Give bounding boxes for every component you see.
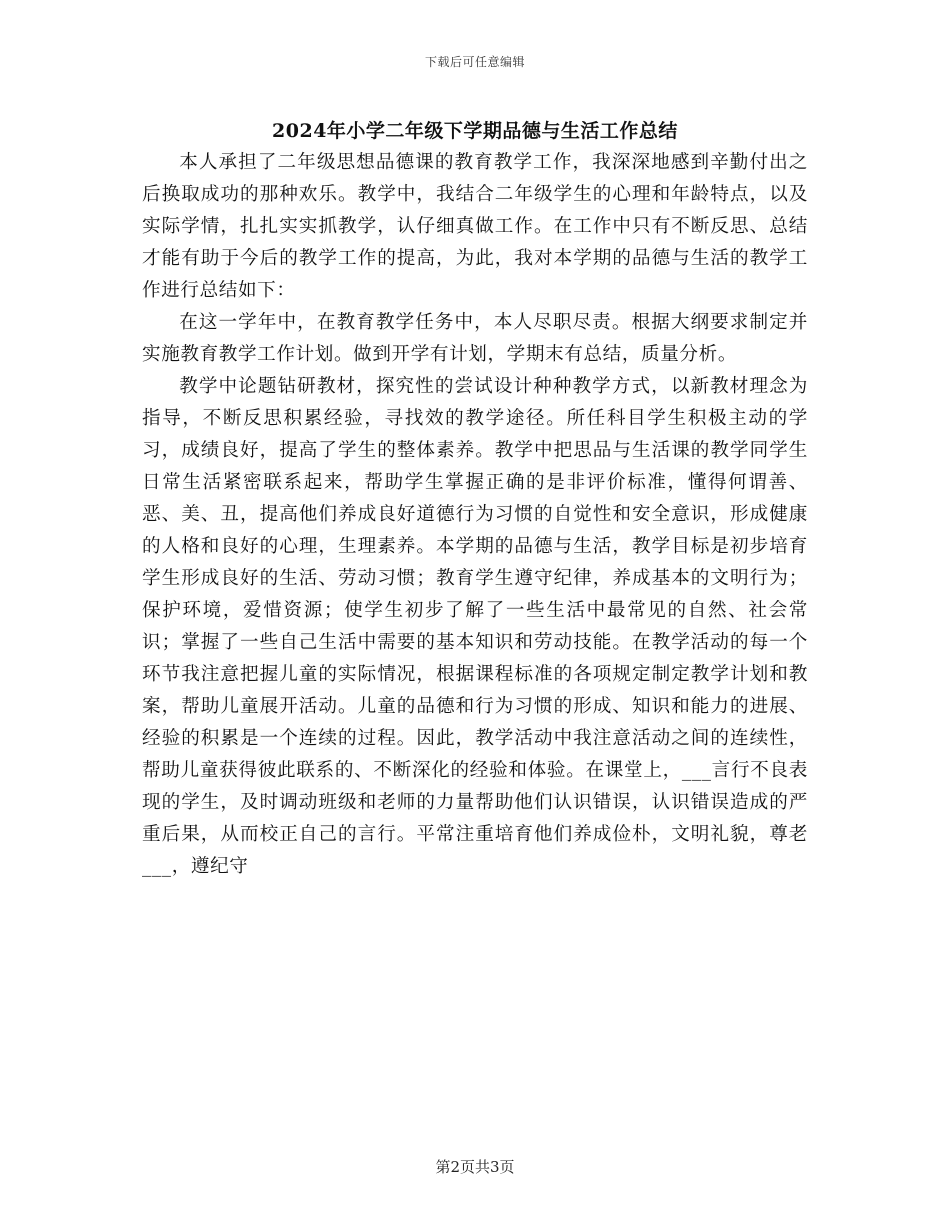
header-note: 下载后可任意编辑 xyxy=(424,55,525,69)
page-number: 第2页共3页 xyxy=(435,1158,515,1176)
document-body xyxy=(142,147,808,883)
paragraph-intro: 本人承担了二年级思想品德课的教育教学工作，我深深地感到辛勤付出之后换取成功的那种欢乐。教学中，我结合二年级学生的心理和年龄特点，以及实际学情，扎扎实实抓教学，认仔细真做工作。在工作中只有不断反思、总结才能有助于今后的教学工作的提高，为此，我对本学期的品德与生活的教学工作进行总结如下： xyxy=(142,152,808,301)
paragraph-teaching: 教学中论题钻研教材，探究性的尝试设计种种教学方式，以新教材理念为指导，不断反思积累经验，寻找效的教学途径。所任科目学生积极主动的学习，成绩良好，提高了学生的整体素养。教学中把思品与生活课的教学同学生日常生活紧密联系起来，帮助学生掌握正确的是非评价标准，懂得何谓善、恶、美、丑，提高他们养成良好道德行为习惯的自觉性和安全意识，形成健康的人格和良好的心理，生理素养。本学期的品德与生活，教学目标是初步培育学生形成良好的生活、劳动习惯；教育学生遵守纪律，养成基本的文明行为；保护环境，爱惜资源；使学生初步了解了一些生活中最常见的自然、社会常识；掌握了一些自己生活中需要的基本知识和劳动技能。在教学活动的每一个环节我注意把握儿童的实际情况，根据课程标准的各项规定制定教学计划和教案，帮助儿童展开活动。儿童的品德和行为习惯的形成、知识和能力的进展、经验的积累是一个连续的过程。因此，教学活动中我注意活动之间的连续性，帮助儿童获得彼此联系的、不断深化的经验和体验。在课堂上，___言行不良表现的学生，及时调动班级和老师的力量帮助他们认识错误，认识错误造成的严重后果，从而校正自己的言行。平常注重培育他们养成俭朴，文明礼貌，尊老___，遵纪守 xyxy=(142,376,808,877)
document-title: 2024年小学二年级下学期品德与生活工作总结 xyxy=(272,120,678,142)
paragraph-duties: 在这一学年中，在教育教学任务中，本人尽职尽责。根据大纲要求制定并实施教育教学工作计划。做到开学有计划，学期末有总结，质量分析。 xyxy=(142,312,808,365)
